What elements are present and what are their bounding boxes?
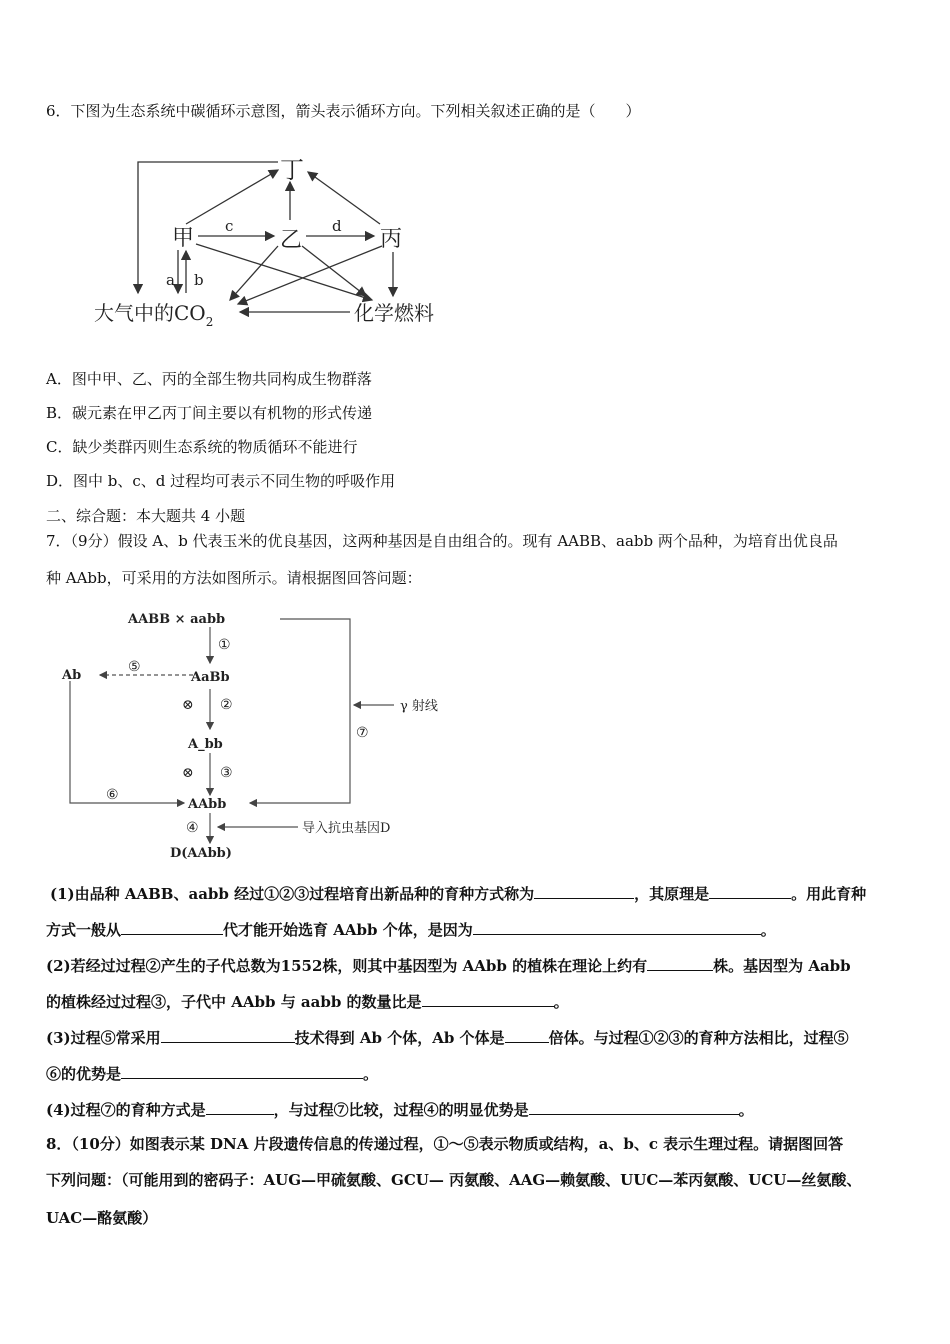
q6-stem: 6．下图为生态系统中碳循环示意图，箭头表示循环方向。下列相关叙述正确的是（ ） <box>46 102 641 120</box>
node-aabb-target: AAbb <box>188 797 227 812</box>
blank[interactable] <box>647 952 713 971</box>
blank[interactable] <box>121 916 223 935</box>
label-c: c <box>225 217 234 235</box>
selfing-symbol-2: ⊗ <box>182 765 194 781</box>
node-bing: 丙 <box>380 227 403 252</box>
node-atmosphere-co2: 大气中的$CO_2$ <box>94 301 214 329</box>
blank[interactable] <box>534 880 634 899</box>
node-d-aabb: D(AAbb) <box>170 846 232 861</box>
label-d: d <box>332 217 342 235</box>
parents-cross: AABB × aabb <box>128 612 226 627</box>
node-chemical-fuel: 化学燃料 <box>354 301 434 325</box>
node-yi: 乙 <box>280 228 303 253</box>
q8-line1: 8．（10分）如图表示某 DNA 片段遗传信息的传递过程，①～⑤表示物质或结构，a、b、c 表示生理过程。请据图回答 <box>46 1135 844 1153</box>
selfing-symbol-1: ⊗ <box>182 697 194 713</box>
node-aabb-f1: AaBb <box>191 670 230 685</box>
breeding-diagram <box>58 605 478 865</box>
node-a-bb: A_bb <box>188 737 223 752</box>
q7-part3: (3)过程⑤常采用 技术得到 Ab 个体，Ab 个体是 倍体。与过程①②③的育种方法相比，过程⑤ ⑥的优势是 。 <box>46 1020 912 1092</box>
node-ding: 丁 <box>280 156 304 184</box>
q7-part2: (2)若经过过程②产生的子代总数为1552株，则其中基因型为 AAbb 的植株在理论上约有 株。基因型为 Aabb 的植株经过过程③，子代中 AAbb 与 aabb 的数量比是 。 <box>46 948 912 1020</box>
step-3: ③ <box>220 765 233 781</box>
blank[interactable] <box>206 1096 274 1115</box>
label-a: a <box>166 271 175 289</box>
blank[interactable] <box>473 916 761 935</box>
q7-stem-line1: 7．（9分）假设 A、b 代表玉米的优良基因，这两种基因是自由组合的。现有 AABB、aabb 两个品种，为培育出优良品 <box>46 532 838 550</box>
step-6: ⑥ <box>106 787 119 803</box>
blank[interactable] <box>505 1024 549 1043</box>
q8-line2: 下列问题：（可能用到的密码子：AUG—甲硫氨酸、GCU— 丙氨酸、AAG—赖氨酸、UUC—苯丙氨酸、UCU—丝氨酸、 <box>46 1171 862 1189</box>
blank[interactable] <box>422 988 554 1007</box>
blank[interactable] <box>161 1024 295 1043</box>
carbon-cycle-diagram <box>88 148 468 338</box>
q7-part1: (1)由品种 AABB、aabb 经过①②③过程培育出新品种的育种方式称为 ，其原理是 。用此育种 方式一般从 代才能开始选育 AAbb 个体，是因为 。 <box>46 876 912 948</box>
q6-option-b: B．碳元素在甲乙丙丁间主要以有机物的形式传递 <box>46 404 373 422</box>
step-5: ⑤ <box>128 659 141 675</box>
q6-option-c: C．缺少类群丙则生态系统的物质循环不能进行 <box>46 438 358 456</box>
step-4: ④ <box>186 820 199 836</box>
step-7: ⑦ <box>356 725 369 741</box>
label-b: b <box>194 271 204 289</box>
q7-stem-line2: 种 AAbb，可采用的方法如图所示。请根据图回答问题： <box>46 569 422 587</box>
node-ab: Ab <box>62 668 82 683</box>
step-1: ① <box>218 637 231 653</box>
step-2: ② <box>220 697 233 713</box>
section-heading: 二、综合题：本大题共 4 小题 <box>46 507 246 525</box>
q8-line3: UAC—酪氨酸） <box>46 1209 158 1227</box>
gamma-ray-label: γ 射线 <box>400 699 438 714</box>
q6-option-d: D．图中 b、c、d 过程均可表示不同生物的呼吸作用 <box>46 472 396 490</box>
insert-gene-d-label: 导入抗虫基因D <box>302 821 391 836</box>
q6-option-a: A．图中甲、乙、丙的全部生物共同构成生物群落 <box>46 370 372 388</box>
node-jia: 甲 <box>172 226 195 251</box>
q7-part4: (4)过程⑦的育种方式是 ，与过程⑦比较，过程④的明显优势是 。 <box>46 1092 912 1128</box>
blank[interactable] <box>529 1096 739 1115</box>
blank[interactable] <box>709 880 791 899</box>
blank[interactable] <box>121 1060 363 1079</box>
